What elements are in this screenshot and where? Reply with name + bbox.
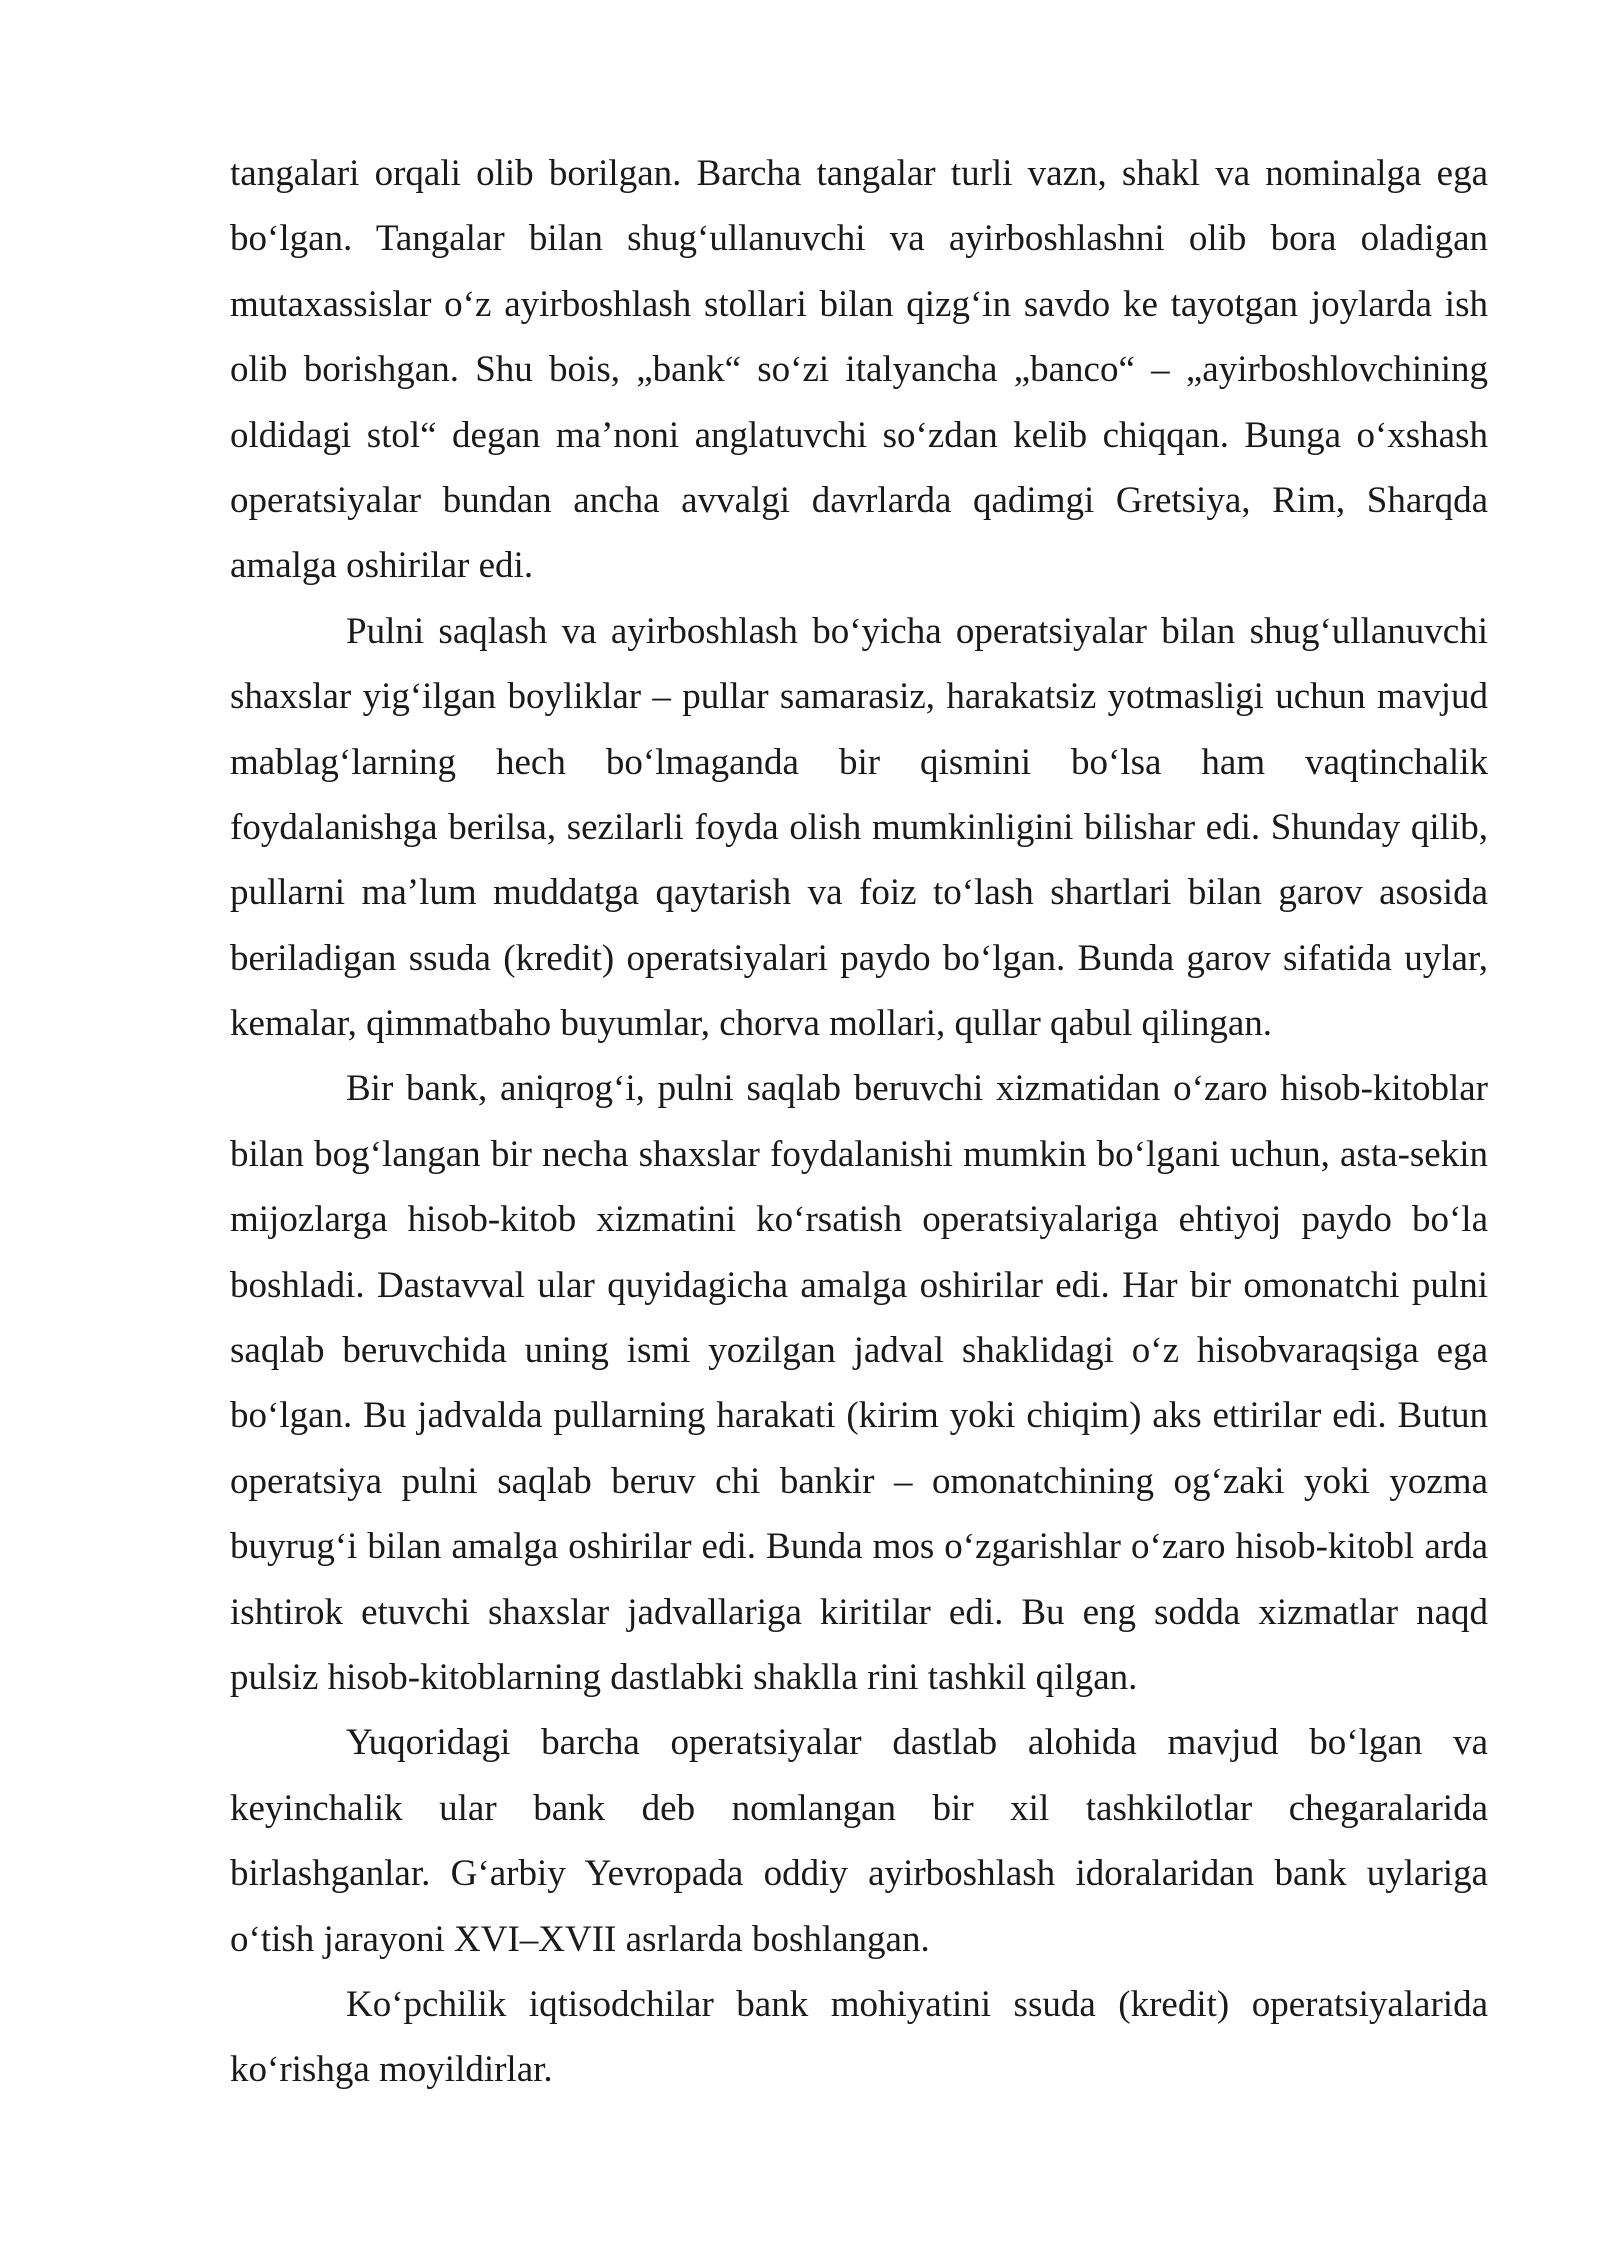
- text-line: beriladigan ssuda (kredit) operatsiyalari paydo bo‘lgan. Bunda garov sifatida uylar,: [230, 937, 1488, 979]
- text-line: buyrug‘i bilan amalga oshirilar edi. Bunda mos o‘zgarishlar o‘zaro hisob-kitobl arda: [230, 1526, 1488, 1568]
- text-line: operatsiya pulni saqlab beruv chi bankir – omonatchining og‘zaki yoki yozma: [230, 1460, 1488, 1502]
- text-line: Yuqoridagi barcha operatsiyalar dastlab alohida mavjud bo‘lgan va: [346, 1722, 1488, 1764]
- text-line: pullarni ma’lum muddatga qaytarish va foiz to‘lash shartlari bilan garov asosida: [230, 872, 1488, 914]
- text-line: amalga oshirilar edi.: [230, 545, 534, 587]
- text-line: foydalanishga berilsa, sezilarli foyda olish mumkinligini bilishar edi. Shunday qilib,: [230, 806, 1488, 848]
- paragraph: [230, 599, 1488, 1057]
- text-line: mijozlarga hisob-kitob xizmatini ko‘rsatish operatsiyalariga ehtiyoj paydo bo‘la: [230, 1199, 1488, 1241]
- text-line: keyinchalik ular bank deb nomlangan bir xil tashkilotlar chegaralarida: [230, 1787, 1488, 1829]
- document-body: [230, 141, 1488, 2103]
- paragraph: [230, 141, 1488, 599]
- text-line: olib borishgan. Shu bois, „bank“ so‘zi italyancha „banco“ – „ayirboshlovchining: [230, 349, 1488, 391]
- paragraph: [230, 1056, 1488, 1710]
- text-line: operatsiyalar bundan ancha avvalgi davrlarda qadimgi Gretsiya, Rim, Sharqda: [230, 479, 1488, 521]
- text-line: shaxslar yig‘ilgan boyliklar – pullar samarasiz, harakatsiz yotmasligi uchun mavjud: [230, 676, 1488, 718]
- text-line: o‘tish jarayoni XVI–XVII asrlarda boshlangan.: [230, 1918, 930, 1960]
- text-line: Bir bank, aniqrog‘i, pulni saqlab beruvchi xizmatidan o‘zaro hisob-kitoblar: [346, 1068, 1488, 1110]
- text-line: bo‘lgan. Tangalar bilan shug‘ullanuvchi va ayirboshlashni olib bora oladigan: [230, 218, 1488, 260]
- text-line: bilan bog‘langan bir necha shaxslar foydalanishi mumkin bo‘lgani uchun, asta-sekin: [230, 1133, 1488, 1175]
- text-line: oldidagi stol“ degan ma’noni anglatuvchi so‘zdan kelib chiqqan. Bunga o‘xshash: [230, 414, 1488, 456]
- text-line: bo‘lgan. Bu jadvalda pullarning harakati (kirim yoki chiqim) aks ettirilar edi. Butun: [230, 1395, 1488, 1437]
- paragraph: [230, 1710, 1488, 1972]
- text-line: pulsiz hisob-kitoblarning dastlabki shaklla rini tashkil qilgan.: [230, 1656, 1138, 1698]
- text-line: mablag‘larning hech bo‘lmaganda bir qismini bo‘lsa ham vaqtinchalik: [230, 741, 1488, 783]
- text-line: birlashganlar. G‘arbiy Yevropada oddiy ayirboshlash idoralaridan bank uylariga: [230, 1853, 1488, 1895]
- text-line: saqlab beruvchida uning ismi yozilgan jadval shaklidagi o‘z hisobvaraqsiga ega: [230, 1330, 1488, 1372]
- text-line: ko‘rishga moyildirlar.: [230, 2049, 553, 2091]
- text-line: Pulni saqlash va ayirboshlash bo‘yicha operatsiyalar bilan shug‘ullanuvchi: [346, 610, 1488, 652]
- text-line: ishtirok etuvchi shaxslar jadvallariga kiritilar edi. Bu eng sodda xizmatlar naqd: [230, 1591, 1488, 1633]
- text-line: Ko‘pchilik iqtisodchilar bank mohiyatini ssuda (kredit) operatsiyalarida: [346, 1983, 1488, 2025]
- text-line: mutaxassislar o‘z ayirboshlash stollari bilan qizg‘in savdo ke tayotgan joylarda ish: [230, 283, 1488, 325]
- paragraph: [230, 1972, 1488, 2103]
- text-line: tangalari orqali olib borilgan. Barcha tangalar turli vazn, shakl va nominalga ega: [230, 153, 1488, 194]
- text-line: boshladi. Dastavval ular quyidagicha amalga oshirilar edi. Har bir omonatchi pulni: [230, 1264, 1488, 1306]
- text-line: kemalar, qimmatbaho buyumlar, chorva mollari, qullar qabul qilingan.: [230, 1003, 1272, 1045]
